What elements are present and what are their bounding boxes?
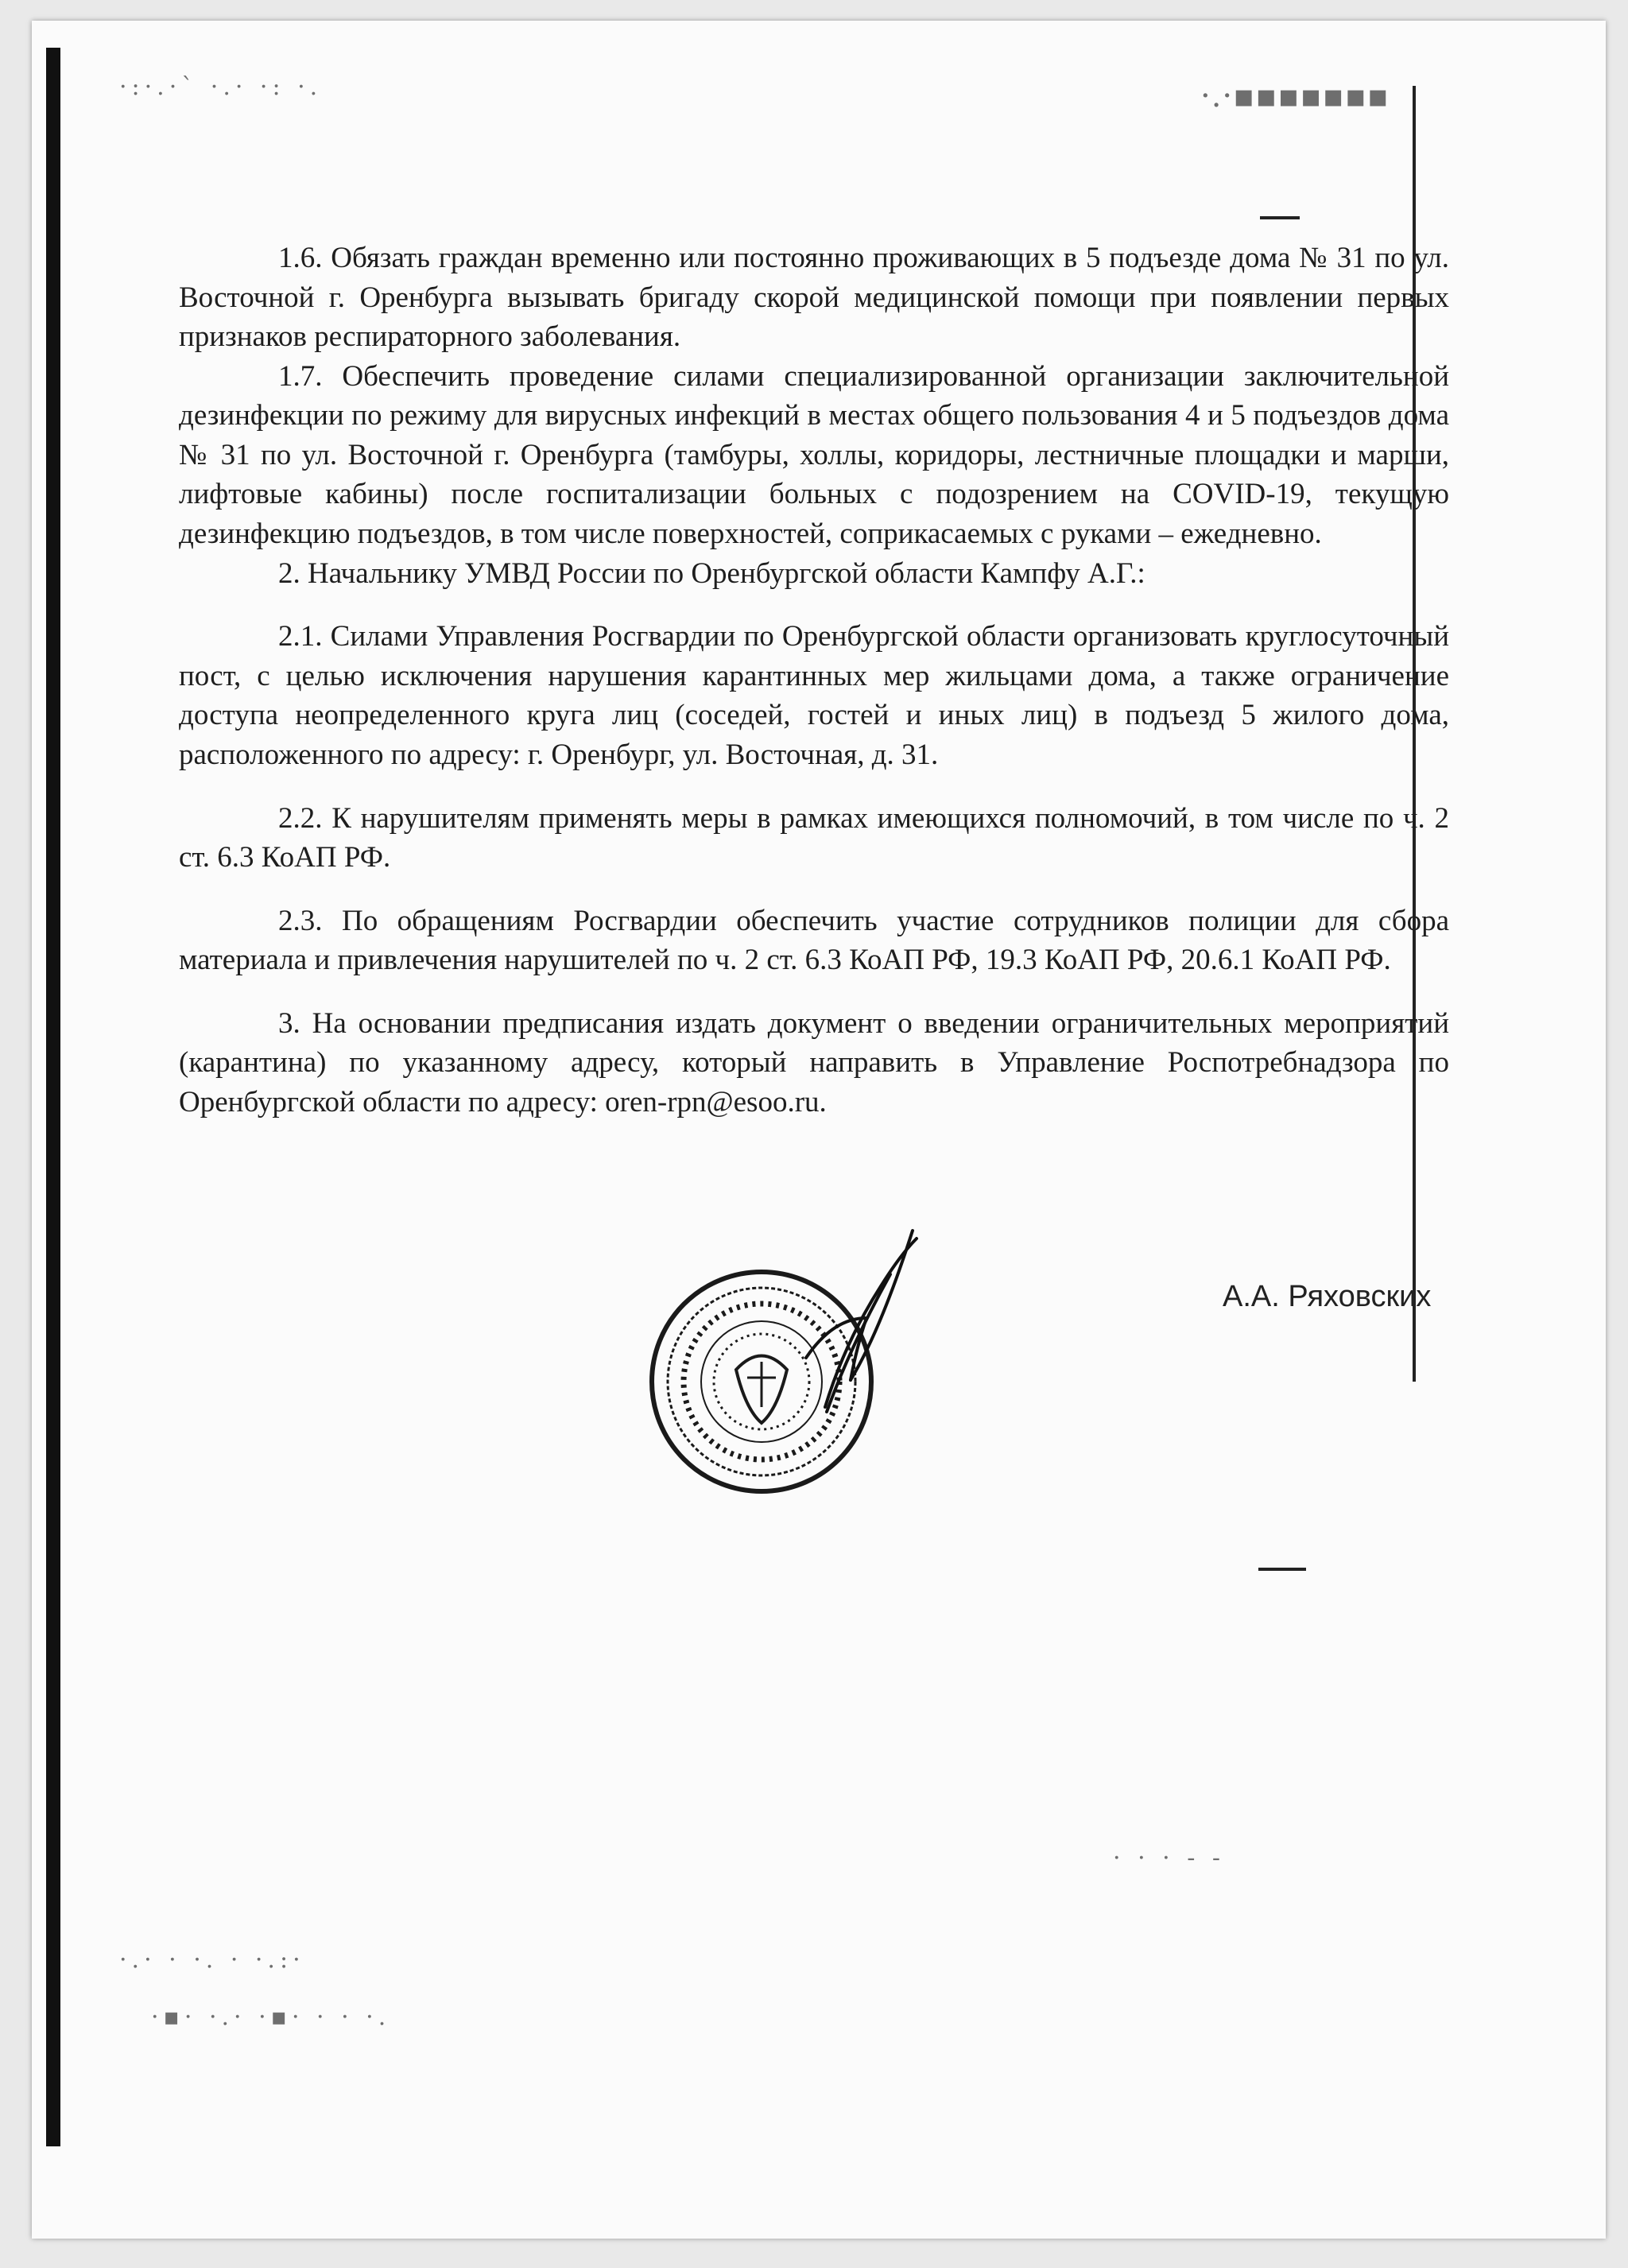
paragraph-1-6: 1.6. Обязать граждан временно или постоянно проживающих в 5 подъезде дома № 31 по ул. Восточной г. Оренбурга вызывать бригаду скорой медицинской помощи при появлении первых признаков респираторного заболевания.	[179, 242, 1449, 354]
paragraph-2-3: 2.3. По обращениям Росгвардии обеспечить участие сотрудников полиции для сбора материала и привлечения нарушителей по ч. 2 ст. 6.3 КоАП РФ, 19.3 КоАП РФ, 20.6.1 КоАП РФ.	[179, 904, 1449, 977]
page-mark	[1260, 216, 1300, 219]
paragraph-2-1: 2.1. Силами Управления Росгвардии по Оренбургской области организовать круглосуточный пост, с целью исключения нарушения карантинных мер жильцами дома, а также ограничение доступа неопределенного круга лиц (соседей, гостей и иных лиц) в подъезд 5 жилого дома, расположенного по адресу: г. Оренбург, ул. Восточная, д. 31.	[179, 620, 1449, 771]
paragraph-3: 3. На основании предписания издать документ о введении ограничительных мероприятий (карантина) по указанному адресу, который направить в Управление Роспотребнадзора по Оренбургской области по адресу: oren-rpn@esoo.ru.	[179, 1006, 1449, 1118]
paragraph-1-7: 1.7. Обеспечить проведение силами специализированной организации заключительной дезинфекции по режиму для вирусных инфекций в местах общего пользования 4 и 5 подъездов дома № 31 по ул. Восточной г. Оренбурга (тамбуры, холлы, коридоры, лестничные площадки и марши, лифтовые кабины) после госпитализации больных с подозрением на COVID-19, текущую дезинфекцию подъездов, в том числе поверхностей, соприкасаемых с руками – ежедневно.	[179, 359, 1449, 551]
scan-noise: ·▪· ·.· ·▪· · · ·.	[151, 2003, 391, 2031]
paragraph-2-2: 2.2. К нарушителям применять меры в рамках имеющихся полномочий, в том числе по ч. 2 ст. 6.3 КоАП РФ.	[179, 801, 1449, 874]
scan-noise: ·.·▪▪▪▪▪▪▪	[1200, 78, 1390, 114]
scan-edge-left	[46, 48, 60, 2146]
signatory-name: А.А. Ряховских	[1223, 1280, 1432, 1313]
document-body	[179, 238, 1449, 1122]
page-mark	[1258, 1568, 1306, 1571]
scan-noise: · · · - -	[1113, 1844, 1226, 1872]
scan-noise: ·:·.·` ·.· ·: ·.	[119, 73, 323, 101]
official-stamp-with-signature	[642, 1199, 921, 1525]
scan-noise: ·.· · ·. · ·.:·	[119, 1946, 305, 1974]
paragraph-2: 2. Начальнику УМВД России по Оренбургской области Кампфу А.Г.:	[278, 556, 1145, 590]
